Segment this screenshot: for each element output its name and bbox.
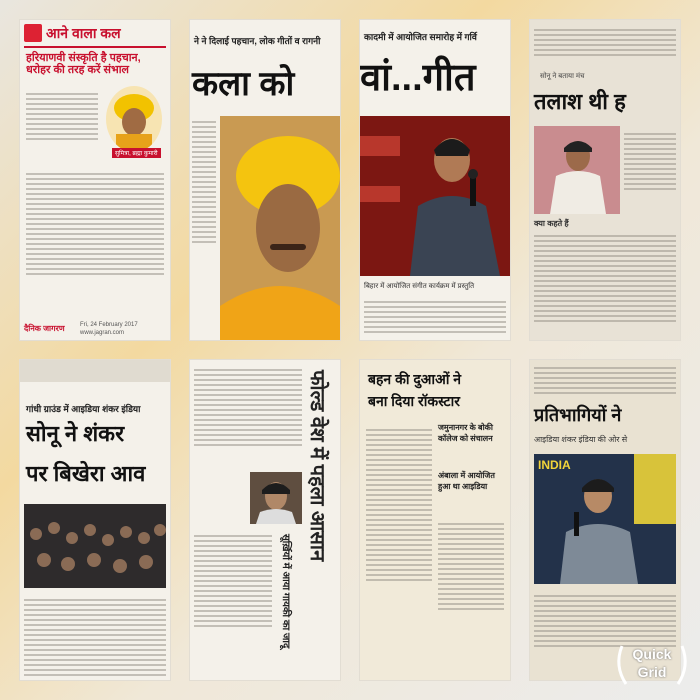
masthead: आने वाला कल [46,25,121,41]
headline-line-2: बना दिया रॉकस्टार [368,393,460,409]
article-text [26,90,98,143]
headline: हरियाणवी संस्कृति है पहचान, धरोहर की तरह करें संभाल [26,52,141,77]
strap-headline: ने ने दिलाई पहचान, लोक गीतों व रागनी [194,36,321,46]
subheading: आइडिया शंकर इंडिया की ओर से [534,435,628,444]
subheading: क्या कहते हैं [534,219,569,228]
photo-caption: बिहार में आयोजित संगीत कार्यक्रम में प्रस्तुति [364,283,475,290]
article-text [364,298,506,336]
performer-photo [360,116,510,276]
newspaper-clipping-5 [20,360,170,680]
article-text [24,596,166,679]
pull-quote-area [276,532,298,672]
article-text [366,426,432,584]
newspaper-clipping-8 [530,360,680,680]
banner-text: INDIA [538,458,571,472]
newspaper-clipping-6 [190,360,340,680]
photo-caption: सुमित्रा, ब्रह्मा कुमारी [112,148,161,158]
paper-name: दैनिक जागरण [24,324,65,333]
performer-photo [534,126,620,214]
portrait-photo [106,86,162,152]
article-text [194,532,272,630]
logo-line-1: Quick [632,646,672,662]
portrait-photo [250,472,302,524]
big-headline: प्रतिभागियों ने [534,405,622,425]
big-headline: तलाश थी ह [534,89,626,114]
headline-line-1: बहन की दुआओं ने [368,371,462,387]
crowd-photo [24,504,166,588]
newspaper-clipping-4 [530,20,680,340]
article-text [192,118,216,246]
headline-line-1: सोनू ने शंकर [26,421,125,446]
article-text [534,364,676,397]
bullet-1: जमुनानगर के बोकी कॉलेज को संचालन [438,423,493,443]
stage-photo [534,454,676,584]
strap-headline: कादमी में आयोजित समारोह में गर्वि [364,32,477,42]
newspaper-clipping-2 [190,20,340,340]
masthead-bar [20,360,170,382]
pull-quote: सूर्ख़ियों में आया गायकी का जादू [280,534,291,649]
bullet-2: अंबाला में आयोजित हुआ था आइडिया [438,471,495,491]
article-text [438,520,504,613]
article-text [26,170,164,278]
article-text [624,130,676,193]
article-text [534,232,676,325]
article-text [194,366,302,449]
logo-line-2: Grid [637,664,667,680]
paper-url: www.jagran.com [80,330,125,336]
big-headline: वां...गीत [360,57,476,99]
headline-line-2: पर बिखेरा आव [26,461,146,486]
vertical-headline: फोल्ड वेश में पहला आसान [306,370,328,562]
newspaper-clipping-1 [20,20,170,340]
quick-grid-logo [612,640,692,690]
vertical-headline-area [306,366,338,676]
kicker: गांधी ग्राउंड में आइडिया शंकर इंडिया [26,404,141,414]
article-text [534,26,676,59]
paper-date: Fri, 24 February 2017 [80,322,138,328]
big-headline: कला को [192,65,295,103]
logo-icon [24,24,42,42]
strap-headline: सोनू ने बताया मंच [540,73,585,80]
divider [24,46,166,48]
newspaper-clipping-7 [360,360,510,680]
portrait-photo [220,116,340,340]
newspaper-clipping-3 [360,20,510,340]
